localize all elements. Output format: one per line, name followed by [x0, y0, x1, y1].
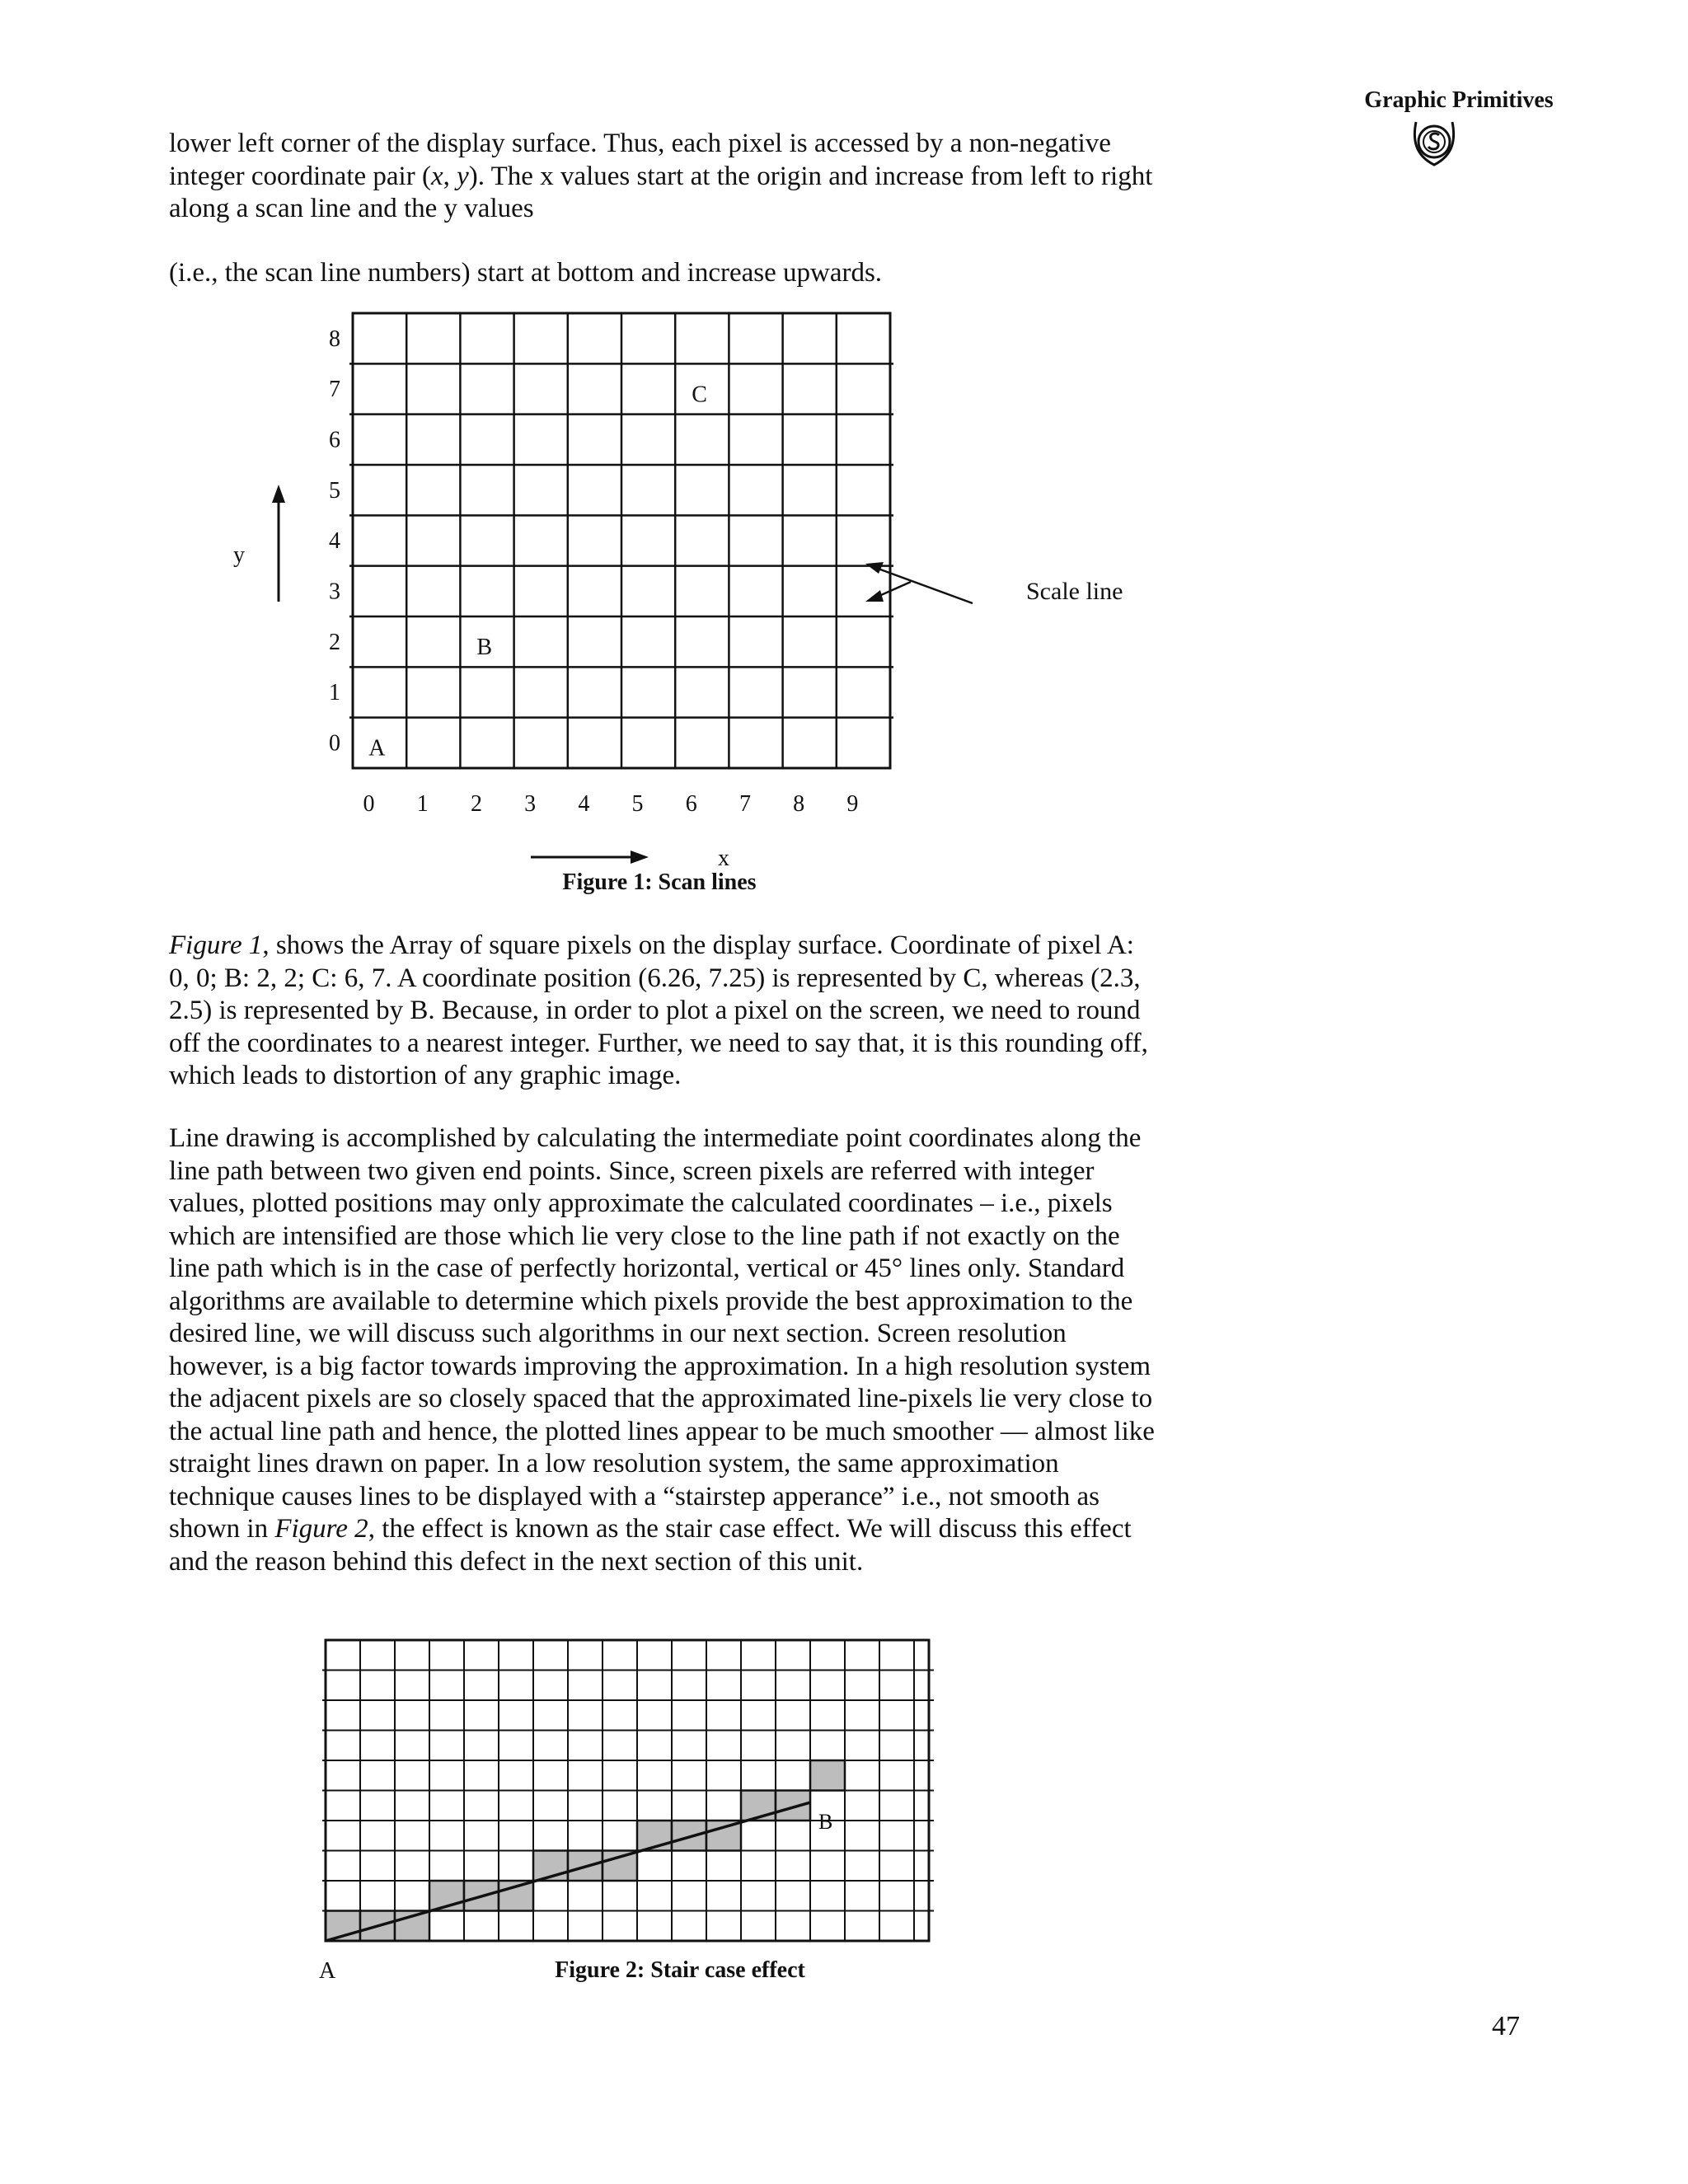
y-tick-label: 1: [329, 680, 340, 706]
scale-line-annotation: Scale line: [1026, 578, 1123, 605]
x-tick-label: 8: [793, 791, 805, 817]
x-tick-label: 9: [846, 791, 859, 817]
x-tick-label: 6: [685, 791, 697, 817]
paragraph-scan-lines: (i.e., the scan line numbers) start at bottom and increase upwards.: [169, 258, 883, 288]
ignou-logo-icon: [1409, 115, 1459, 170]
y-tick-label: 6: [329, 427, 340, 453]
y-tick-label: 2: [329, 629, 340, 655]
shaded-pixel: [672, 1821, 706, 1851]
y-tick-label: 5: [329, 477, 340, 504]
x-axis-arrowhead: [631, 851, 649, 864]
x-axis-label: x: [718, 846, 729, 871]
y-tick-label: 0: [329, 730, 340, 757]
line-end-label-b: B: [818, 1810, 833, 1835]
shaded-pixel: [776, 1791, 810, 1821]
y-tick-label: 7: [329, 377, 340, 403]
pixel-label-b: B: [476, 635, 493, 660]
x-tick-label: 7: [738, 791, 751, 817]
scale-line-arrowhead-upper: [865, 562, 884, 574]
paragraph-intro: lower left corner of the display surface. Thus, each pixel is accessed by a non-negative integer coordinate pair (x, y). The x values start at the origin and increase from left to right along a scan line and the y values: [169, 129, 1153, 223]
paragraph-line-drawing: Line drawing is accomplished by calculating the intermediate point coordinates along the line path between two given end points. Since, screen pixels are referred with integer values, plotted positions may only approximate the calculated coordinates – i.e., pixels which are intensified are those which lie very close to the line path if not exactly on the line path which is in the case of perfectly horizontal, vertical or 45° lines only. Standard algorithms are available to determine which pixels provide the best approximation to the desired line, we will discuss such algorithms in our next section. Screen resolution however, is a big factor towards improving the approximation. In a high resolution system the adjacent pixels are so closely spaced that the approximated line-pixels lie very close to the actual line path and hence, the plotted lines appear to be much smoother — almost like straight lines drawn on paper. In a low resolution system, the same approximation technique causes lines to be displayed with a “stairstep apperance” i.e., not smooth as shown in Figure 2, the effect is known as the stair case effect. We will discuss this effect and the reason behind this defect in the next section of this unit.: [169, 1123, 1155, 1577]
y-tick-label: 8: [329, 326, 340, 352]
scale-line-pointer-upper: [874, 567, 973, 603]
y-axis-arrowhead: [272, 485, 285, 503]
x-tick-label: 5: [631, 791, 644, 817]
shaded-pixel: [603, 1851, 637, 1882]
x-tick-label: 3: [524, 791, 537, 817]
running-header: Graphic Primitives: [1364, 87, 1554, 113]
pixel-label-c: C: [692, 382, 707, 408]
x-tick-label: 4: [578, 791, 590, 817]
y-tick-label: 3: [329, 579, 340, 605]
paragraph-figure-1-description: Figure 1, shows the Array of square pixels on the display surface. Coordinate of pixel A: 0, 0; B: 2, 2; C: 6, 7. A coordinate position (6.26, 7.25) is represented by C, whereas (2.3, 2.5) is represented by B. Because, in order to plot a pixel on the screen, we need to round off the coordinates to a nearest integer. Further, we need to say that, it is this rounding off, which leads to distortion of any graphic image.: [169, 930, 1148, 1090]
x-tick-label: 0: [363, 791, 375, 817]
page-number: 47: [1492, 2011, 1520, 2041]
line-start-label-a: A: [319, 1958, 336, 1984]
shaded-pixel: [810, 1760, 845, 1791]
y-tick-label: 4: [329, 528, 340, 555]
y-axis-label: y: [233, 542, 245, 568]
pixel-label-a: A: [368, 735, 386, 762]
figure-1-scan-lines: [214, 305, 1170, 871]
figure-1-reference: Figure 1: [169, 930, 263, 960]
figure-1-caption: Figure 1: Scan lines: [562, 869, 757, 895]
figure-2-reference: Figure 2: [274, 1514, 368, 1544]
scale-line-arrowhead-lower: [865, 590, 884, 602]
x-tick-label: 2: [470, 791, 482, 817]
x-tick-label: 1: [416, 791, 429, 817]
figure-2-caption: Figure 2: Stair case effect: [555, 1957, 805, 1983]
